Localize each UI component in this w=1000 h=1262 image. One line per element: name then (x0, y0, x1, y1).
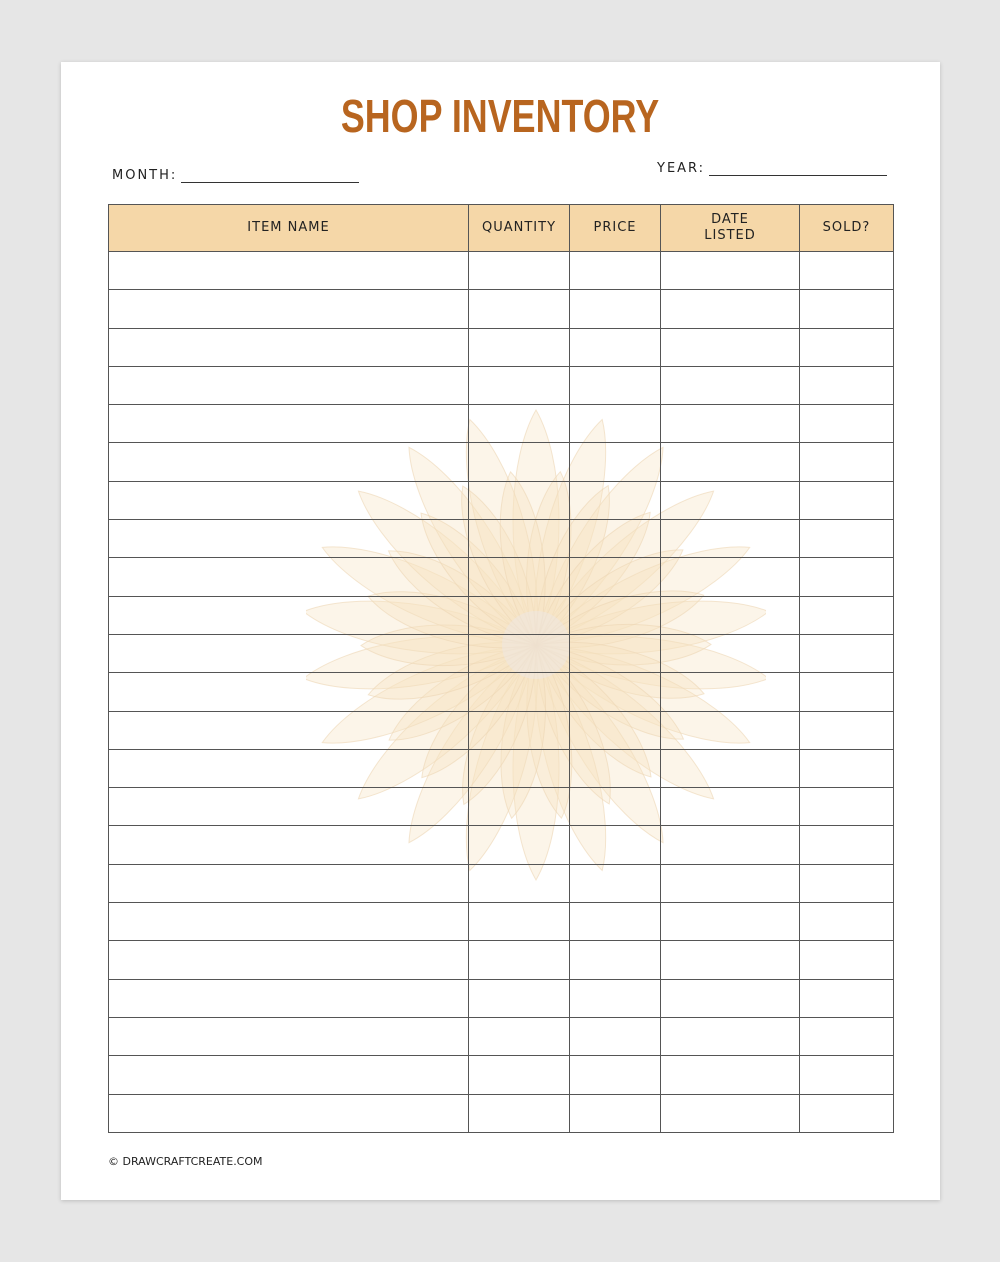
cell-sold[interactable] (800, 481, 894, 519)
cell-item-name[interactable] (109, 941, 469, 979)
cell-item-name[interactable] (109, 979, 469, 1017)
month-input-line[interactable] (181, 168, 359, 183)
table-row (109, 405, 894, 443)
cell-quantity[interactable] (469, 252, 570, 290)
cell-sold[interactable] (800, 749, 894, 787)
cell-sold[interactable] (800, 252, 894, 290)
table-row (109, 673, 894, 711)
cell-date-listed[interactable] (661, 1017, 800, 1055)
cell-price[interactable] (570, 290, 661, 328)
cell-sold[interactable] (800, 443, 894, 481)
cell-item-name[interactable] (109, 558, 469, 596)
cell-date-listed[interactable] (661, 366, 800, 404)
cell-sold[interactable] (800, 558, 894, 596)
cell-quantity[interactable] (469, 979, 570, 1017)
column-header-item-name: ITEM NAME (109, 205, 469, 252)
cell-item-name[interactable] (109, 903, 469, 941)
cell-quantity[interactable] (469, 788, 570, 826)
cell-quantity[interactable] (469, 366, 570, 404)
column-header-sold: SOLD? (800, 205, 894, 252)
cell-sold[interactable] (800, 941, 894, 979)
cell-date-listed[interactable] (661, 673, 800, 711)
cell-date-listed[interactable] (661, 252, 800, 290)
cell-item-name[interactable] (109, 634, 469, 672)
column-header-quantity: QUANTITY (469, 205, 570, 252)
cell-price[interactable] (570, 749, 661, 787)
table-row (109, 328, 894, 366)
cell-price[interactable] (570, 634, 661, 672)
cell-price[interactable] (570, 826, 661, 864)
cell-sold[interactable] (800, 1094, 894, 1132)
cell-date-listed[interactable] (661, 558, 800, 596)
table-row (109, 1094, 894, 1132)
cell-price[interactable] (570, 1056, 661, 1094)
cell-quantity[interactable] (469, 1017, 570, 1055)
table-row (109, 520, 894, 558)
column-header-price: PRICE (570, 205, 661, 252)
cell-item-name[interactable] (109, 328, 469, 366)
table-row (109, 366, 894, 404)
cell-quantity[interactable] (469, 328, 570, 366)
cell-price[interactable] (570, 443, 661, 481)
cell-date-listed[interactable] (661, 941, 800, 979)
cell-quantity[interactable] (469, 749, 570, 787)
table-row (109, 941, 894, 979)
cell-sold[interactable] (800, 634, 894, 672)
table-body (109, 252, 894, 1133)
cell-date-listed[interactable] (661, 481, 800, 519)
table-row (109, 1017, 894, 1055)
cell-date-listed[interactable] (661, 711, 800, 749)
month-label: MONTH: (112, 168, 178, 183)
cell-price[interactable] (570, 864, 661, 902)
table-row (109, 864, 894, 902)
cell-sold[interactable] (800, 1017, 894, 1055)
cell-item-name[interactable] (109, 596, 469, 634)
cell-item-name[interactable] (109, 481, 469, 519)
table-row (109, 749, 894, 787)
year-label: YEAR: (657, 161, 706, 176)
table-row (109, 290, 894, 328)
table-row (109, 903, 894, 941)
cell-date-listed[interactable] (661, 749, 800, 787)
cell-quantity[interactable] (469, 826, 570, 864)
cell-price[interactable] (570, 711, 661, 749)
cell-quantity[interactable] (469, 596, 570, 634)
table-row (109, 711, 894, 749)
cell-price[interactable] (570, 328, 661, 366)
cell-date-listed[interactable] (661, 979, 800, 1017)
table-row (109, 481, 894, 519)
cell-price[interactable] (570, 520, 661, 558)
cell-item-name[interactable] (109, 711, 469, 749)
cell-price[interactable] (570, 941, 661, 979)
cell-item-name[interactable] (109, 826, 469, 864)
cell-price[interactable] (570, 366, 661, 404)
table-row (109, 596, 894, 634)
cell-quantity[interactable] (469, 903, 570, 941)
cell-item-name[interactable] (109, 749, 469, 787)
cell-price[interactable] (570, 903, 661, 941)
cell-date-listed[interactable] (661, 328, 800, 366)
cell-date-listed[interactable] (661, 1056, 800, 1094)
cell-quantity[interactable] (469, 481, 570, 519)
cell-item-name[interactable] (109, 366, 469, 404)
table-row (109, 558, 894, 596)
table-row (109, 252, 894, 290)
cell-item-name[interactable] (109, 405, 469, 443)
cell-sold[interactable] (800, 290, 894, 328)
cell-price[interactable] (570, 596, 661, 634)
cell-quantity[interactable] (469, 290, 570, 328)
cell-item-name[interactable] (109, 864, 469, 902)
cell-price[interactable] (570, 1094, 661, 1132)
cell-sold[interactable] (800, 826, 894, 864)
cell-price[interactable] (570, 788, 661, 826)
cell-date-listed[interactable] (661, 443, 800, 481)
cell-item-name[interactable] (109, 290, 469, 328)
cell-quantity[interactable] (469, 443, 570, 481)
cell-item-name[interactable] (109, 1056, 469, 1094)
cell-sold[interactable] (800, 596, 894, 634)
cell-quantity[interactable] (469, 711, 570, 749)
cell-quantity[interactable] (469, 520, 570, 558)
cell-price[interactable] (570, 673, 661, 711)
cell-quantity[interactable] (469, 941, 570, 979)
inventory-sheet (108, 204, 893, 1131)
table-row (109, 788, 894, 826)
cell-sold[interactable] (800, 673, 894, 711)
cell-sold[interactable] (800, 366, 894, 404)
table-row (109, 979, 894, 1017)
cell-price[interactable] (570, 1017, 661, 1055)
cell-sold[interactable] (800, 788, 894, 826)
cell-date-listed[interactable] (661, 1094, 800, 1132)
cell-quantity[interactable] (469, 405, 570, 443)
cell-item-name[interactable] (109, 673, 469, 711)
table-row (109, 826, 894, 864)
page-title: SHOP INVENTORY (340, 90, 660, 142)
cell-quantity[interactable] (469, 673, 570, 711)
cell-item-name[interactable] (109, 1094, 469, 1132)
cell-date-listed[interactable] (661, 826, 800, 864)
cell-sold[interactable] (800, 1056, 894, 1094)
cell-date-listed[interactable] (661, 864, 800, 902)
cell-item-name[interactable] (109, 520, 469, 558)
cell-price[interactable] (570, 252, 661, 290)
cell-quantity[interactable] (469, 864, 570, 902)
table-row (109, 443, 894, 481)
cell-date-listed[interactable] (661, 596, 800, 634)
cell-date-listed[interactable] (661, 903, 800, 941)
cell-sold[interactable] (800, 520, 894, 558)
cell-quantity[interactable] (469, 558, 570, 596)
cell-price[interactable] (570, 405, 661, 443)
cell-item-name[interactable] (109, 1017, 469, 1055)
cell-quantity[interactable] (469, 634, 570, 672)
cell-sold[interactable] (800, 405, 894, 443)
cell-date-listed[interactable] (661, 788, 800, 826)
copyright-footer: © DRAWCRAFTCREATE.COM (108, 1155, 263, 1168)
cell-sold[interactable] (800, 979, 894, 1017)
cell-item-name[interactable] (109, 788, 469, 826)
cell-price[interactable] (570, 558, 661, 596)
month-field (112, 168, 359, 183)
cell-quantity[interactable] (469, 1094, 570, 1132)
year-field (657, 161, 887, 176)
column-header-date-listed: DATE LISTED (661, 205, 800, 252)
cell-date-listed[interactable] (661, 290, 800, 328)
cell-sold[interactable] (800, 903, 894, 941)
inventory-table (108, 204, 894, 1133)
cell-item-name[interactable] (109, 443, 469, 481)
table-row (109, 634, 894, 672)
table-header-row (109, 205, 894, 252)
cell-item-name[interactable] (109, 252, 469, 290)
cell-date-listed[interactable] (661, 634, 800, 672)
cell-sold[interactable] (800, 328, 894, 366)
table-row (109, 1056, 894, 1094)
year-input-line[interactable] (709, 161, 887, 176)
cell-quantity[interactable] (469, 1056, 570, 1094)
cell-sold[interactable] (800, 864, 894, 902)
cell-sold[interactable] (800, 711, 894, 749)
cell-date-listed[interactable] (661, 520, 800, 558)
cell-price[interactable] (570, 481, 661, 519)
cell-price[interactable] (570, 979, 661, 1017)
cell-date-listed[interactable] (661, 405, 800, 443)
